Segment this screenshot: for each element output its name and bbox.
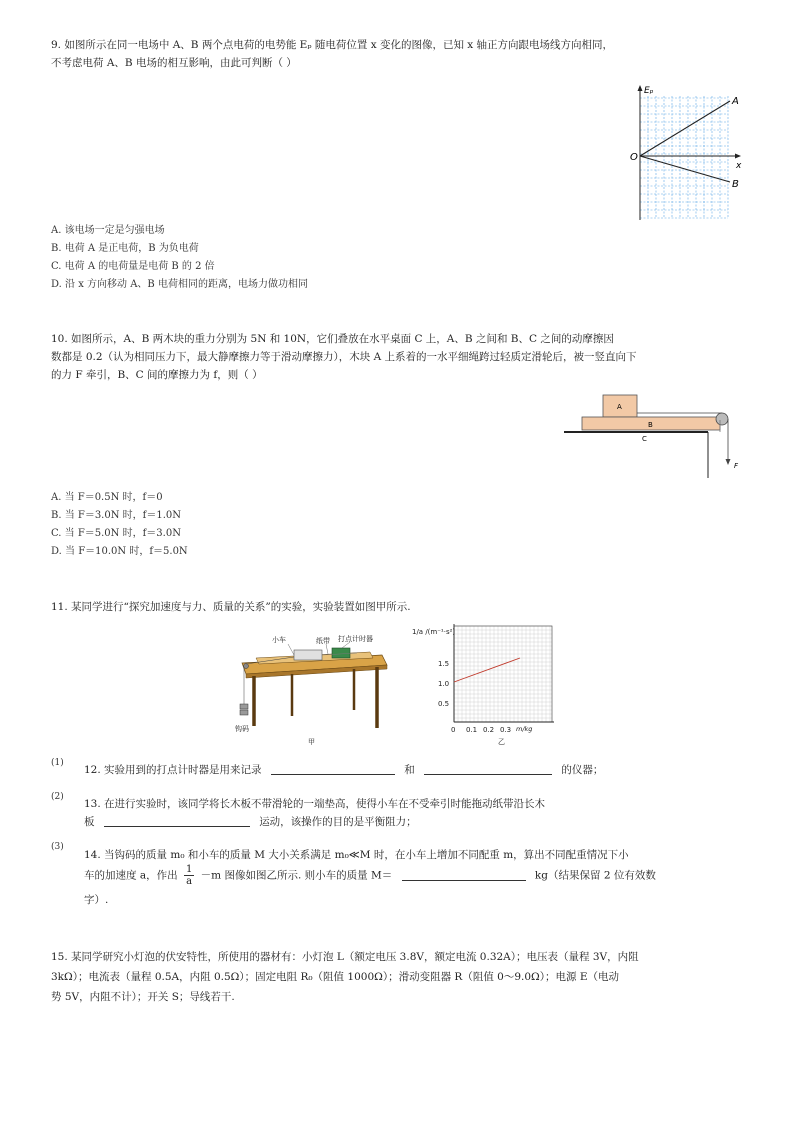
q9-graph-line-a-label: A — [732, 96, 739, 107]
q11-sub3-frac-den: a — [186, 876, 193, 887]
q11-sub1-text-pre: 12. 实验用到的打点计时器是用来记录 — [84, 764, 262, 776]
q11-sub3-text-post: kg（结果保留 2 位有效数 — [534, 869, 656, 882]
q11-graph-x-tick-0-1: 0.1 — [466, 726, 478, 734]
q10-option-a: A. 当 F＝0.5N 时，f＝0 — [51, 492, 163, 503]
q11-sub1-text-post: 的仪器； — [561, 764, 604, 776]
q9-graph-x-label: x — [736, 161, 742, 171]
q11-graph-y-tick-1-0: 1.0 — [438, 680, 450, 688]
q11-graph-y-tick-0-5: 0.5 — [438, 700, 450, 708]
q9-option-c: C. 电荷 A 的电荷量是电荷 B 的 2 倍 — [51, 261, 215, 272]
q11-sub3-frac-num: 1 — [185, 864, 193, 875]
q11-graph-x-unit: m/kg — [516, 725, 533, 733]
q11-graph-y-label: 1/a /(m⁻¹·s²) — [412, 628, 456, 636]
q11-apparatus-figure — [232, 628, 392, 748]
q11-cart — [294, 650, 322, 660]
q11-graph-x-tick-0-3: 0.3 — [500, 726, 512, 734]
q15-stem-line1: 15. 某同学研究小灯泡的伏安特性，所使用的器材有：小灯泡 L（额定电压 3.8V，额定电流 0.32A）；电压表（量程 3V，内阻 — [51, 951, 639, 963]
q11-sub1-blank-2[interactable] — [424, 763, 552, 775]
q11-sub3-fraction — [184, 864, 194, 887]
q11-sub2-line2 — [84, 815, 417, 829]
q9-ep-x-graph — [626, 84, 746, 226]
q11-sub2-blank[interactable] — [104, 815, 250, 827]
q11-caption-jia: 甲 — [308, 738, 315, 746]
q10-blocks-pulley-figure — [560, 392, 750, 482]
q11-sub3-line3: 字）. — [84, 894, 109, 906]
q11-sub3-line2 — [84, 864, 656, 887]
q11-graph-y-tick-1-5: 1.5 — [438, 660, 450, 668]
q11-inverse-a-vs-m-graph — [408, 620, 558, 750]
q11-label-tape: 纸带 — [316, 637, 330, 645]
q11-weight — [240, 704, 248, 709]
q11-sub2-line1: 13. 在进行实验时，该同学将长木板不带滑轮的一端垫高，使得小车在不受牵引时能拖动纸带沿长木 — [84, 798, 546, 810]
q11-sub3-text-pre: 车的加速度 a，作出 — [84, 869, 178, 882]
q11-sub3-marker: (3) — [51, 842, 64, 852]
q10-label-c: C — [642, 435, 647, 443]
q11-graph-x-tick-0-2: 0.2 — [483, 726, 495, 734]
q10-option-d: D. 当 F＝10.0N 时，f＝5.0N — [51, 546, 188, 557]
q10-label-b: B — [648, 421, 653, 429]
q11-sub1-blank-1[interactable] — [271, 763, 395, 775]
q11-sub3-blank[interactable] — [402, 869, 526, 881]
q11-sub1-text-mid: 和 — [404, 764, 415, 776]
q11-sub2-text-post: 运动，该操作的目的是平衡阻力； — [259, 816, 417, 828]
q10-option-b: B. 当 F＝3.0N 时，f＝1.0N — [51, 510, 182, 521]
q11-sub2-marker: (2) — [51, 792, 64, 802]
q11-sub1-line — [84, 763, 603, 777]
q10-option-c: C. 当 F＝5.0N 时，f＝3.0N — [51, 528, 181, 539]
pulley-icon — [716, 413, 728, 425]
q15-stem-line3: 势 5V，内阻不计）；开关 S；导线若干. — [51, 991, 235, 1003]
q11-sub3-line1: 14. 当钩码的质量 m₀ 和小车的质量 M 大小关系满足 m₀≪M 时，在小车上增加不同配重 m，算出不同配重情况下小 — [84, 849, 629, 861]
q10-stem-line2: 数都是 0.2（认为相同压力下，最大静摩擦力等于滑动摩擦力），木块 A 上系着的一水平细绳跨过轻质定滑轮后，被一竖直向下 — [51, 351, 637, 363]
q11-timer — [332, 648, 350, 658]
q11-graph-x-tick-0: 0 — [451, 726, 456, 734]
q15-stem-line2: 3kΩ）；电流表（量程 0.5A，内阻 0.5Ω）；固定电阻 R₀（阻值 1000Ω）；滑动变阻器 R（阻值 0～9.0Ω）；电源 E（电动 — [51, 971, 619, 983]
q11-stem: 11. 某同学进行“探究加速度与力、质量的关系”的实验，实验装置如图甲所示. — [51, 601, 411, 613]
q9-stem-line2: 不考虑电荷 A、B 电场的相互影响，由此可判断（ ） — [51, 57, 297, 69]
q11-sub2-text-pre: 板 — [84, 816, 95, 828]
q11-label-cart: 小车 — [272, 636, 286, 644]
q10-stem-line3: 的力 F 牵引，B、C 间的摩擦力为 f，则（ ） — [51, 369, 263, 381]
q9-option-d: D. 沿 x 方向移动 A、B 电荷相同的距离，电场力做功相同 — [51, 279, 308, 290]
q10-label-f: F — [734, 462, 739, 470]
q10-stem-line1: 10. 如图所示，A、B 两木块的重力分别为 5N 和 10N，它们叠放在水平桌面 C 上，A、B 之间和 B、C 之间的动摩擦因 — [51, 333, 614, 345]
q10-label-a: A — [617, 403, 622, 411]
q11-sub1-marker: (1) — [51, 758, 64, 768]
q9-graph-origin-label: O — [630, 152, 638, 163]
q9-option-b: B. 电荷 A 是正电荷，B 为负电荷 — [51, 243, 199, 254]
q9-graph-line-b-label: B — [732, 179, 739, 190]
q9-option-a: A. 该电场一定是匀强电场 — [51, 225, 165, 236]
q11-caption-yi: 乙 — [498, 738, 505, 746]
q11-label-weight: 钩码 — [235, 725, 249, 733]
q11-label-timer: 打点计时器 — [338, 635, 373, 643]
q9-graph-y-label: Eₚ — [644, 86, 654, 96]
q11-sub3-text-mid: －m 图像如图乙所示. 则小车的质量 M＝ — [200, 869, 393, 882]
q9-stem-line1: 9. 如图所示在同一电场中 A、B 两个点电荷的电势能 Eₚ 随电荷位置 x 变化的图像，已知 x 轴正方向跟电场线方向相同， — [51, 39, 614, 51]
